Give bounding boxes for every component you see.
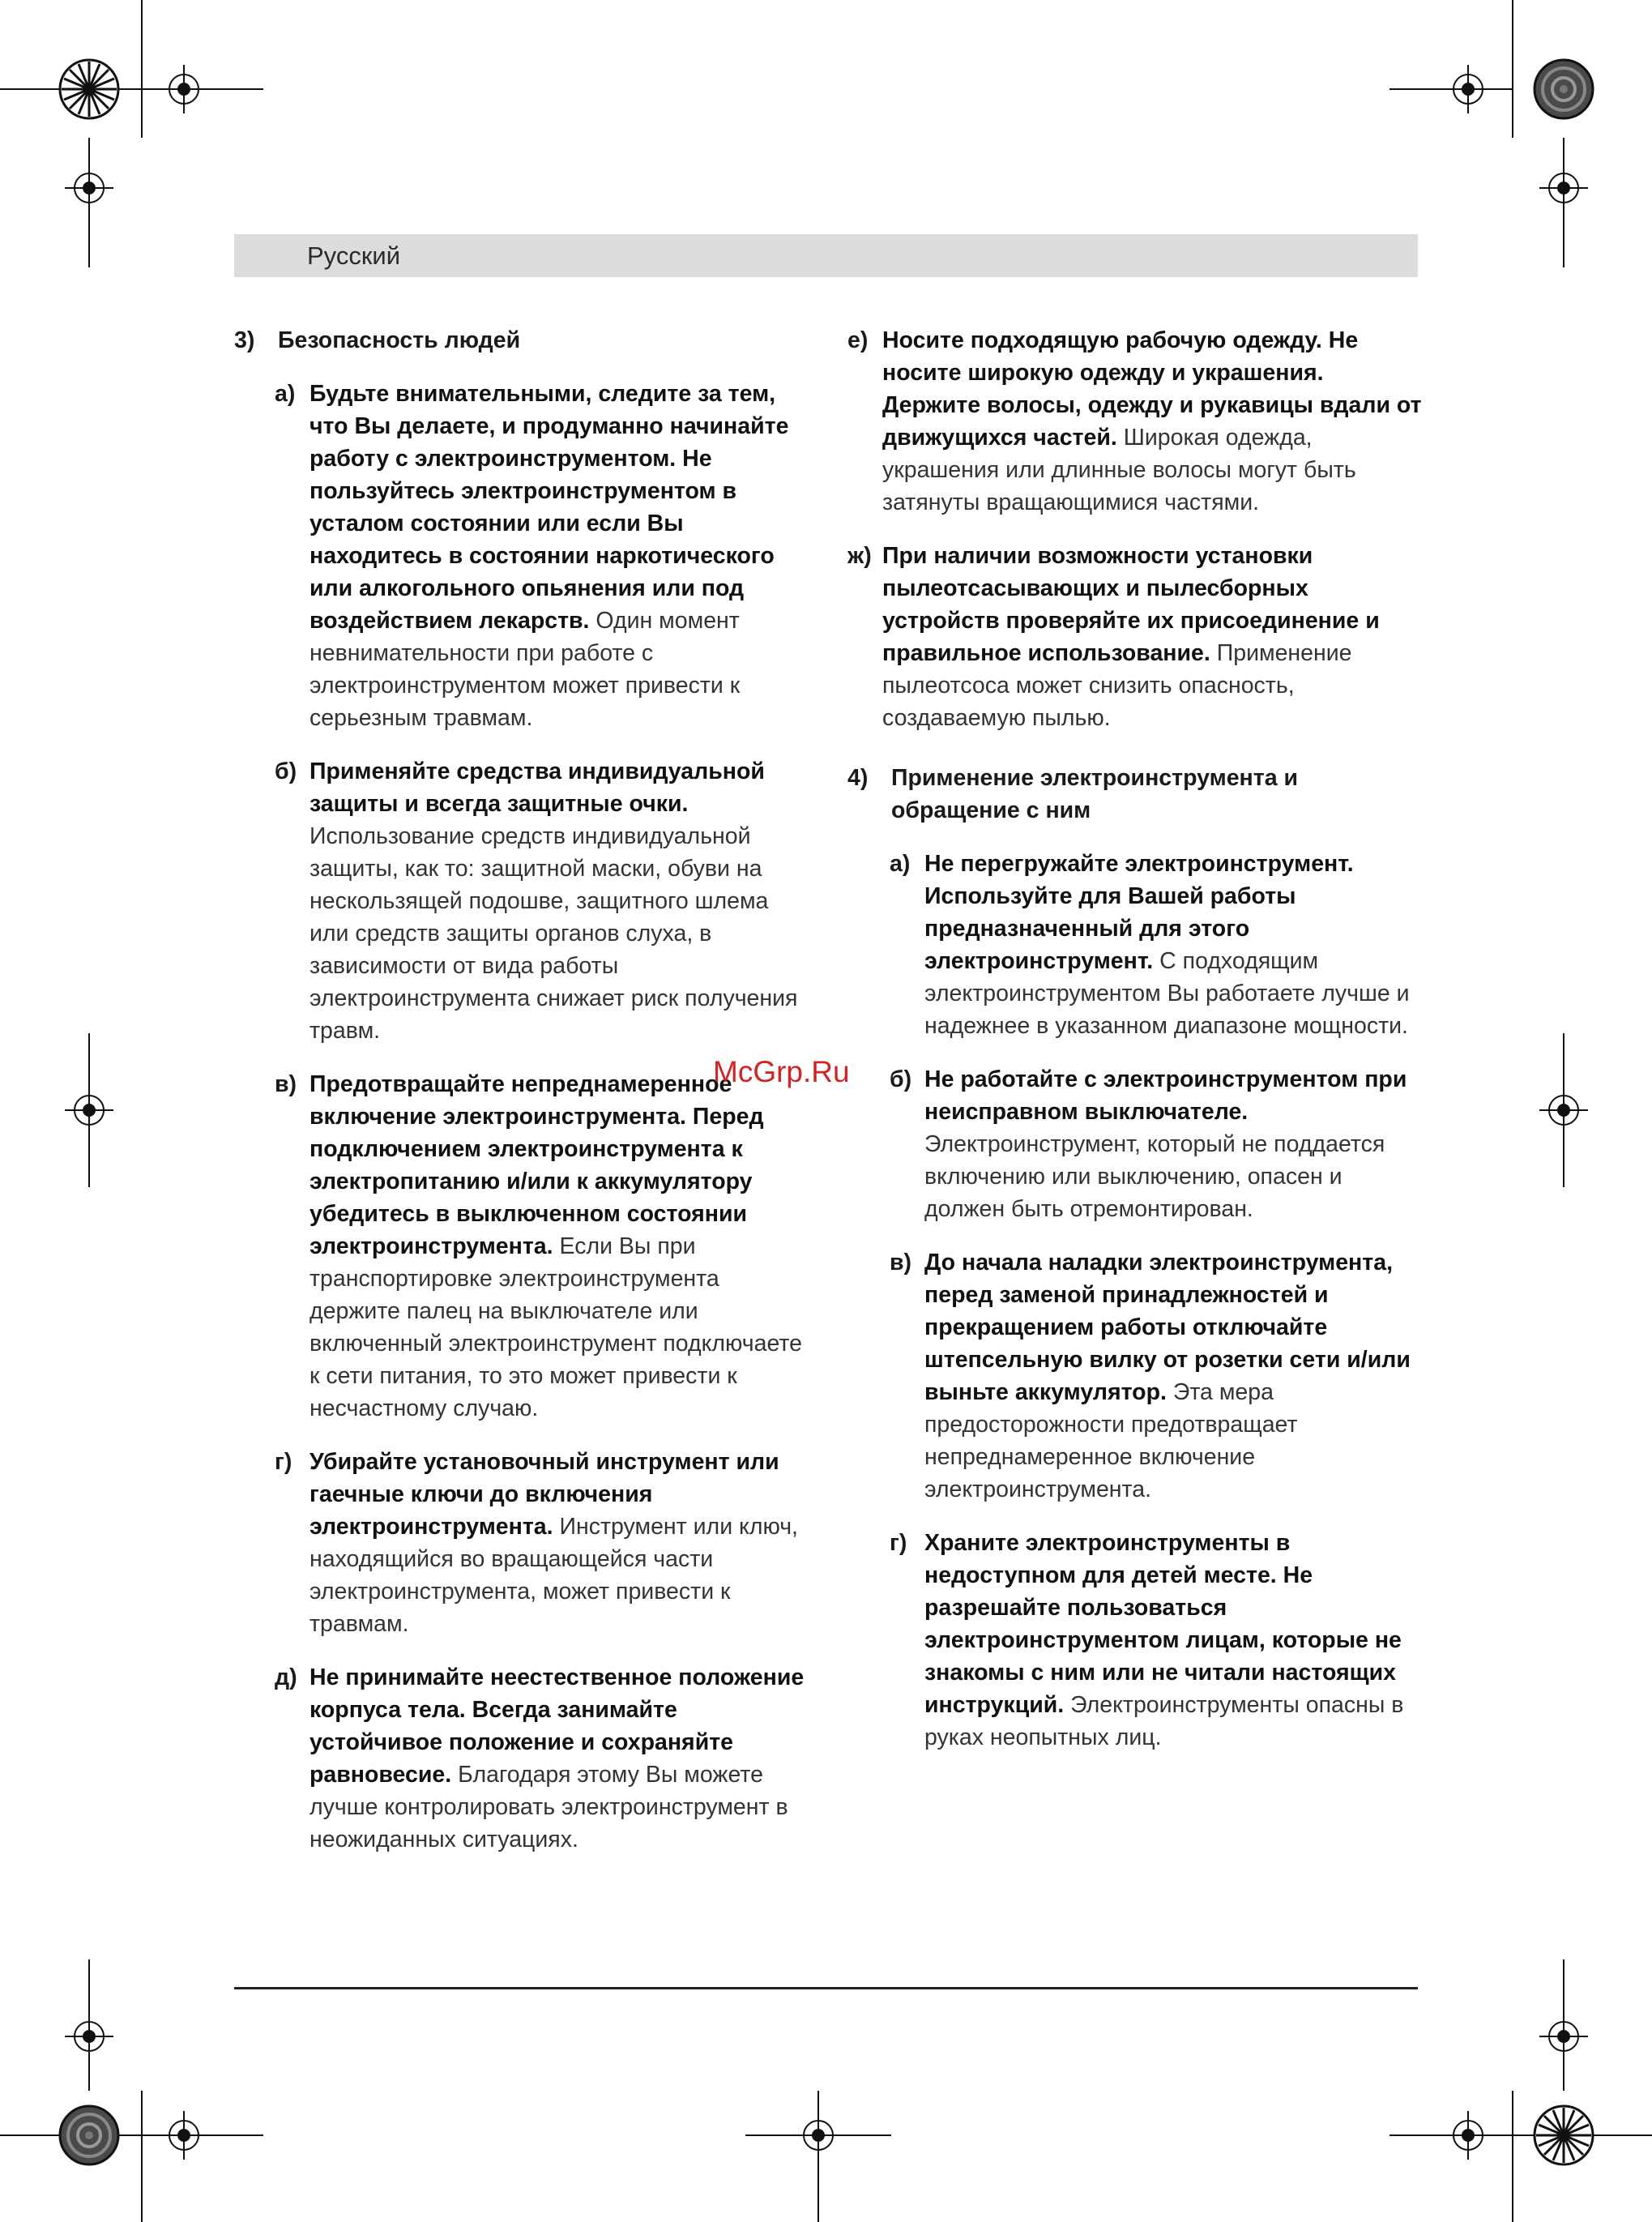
item-body bbox=[309, 1661, 805, 1856]
item-body bbox=[924, 1063, 1424, 1225]
item-bold-instruction: Применяйте средства индивидуальной защиты и всегда защитные очки. bbox=[309, 758, 765, 817]
section-heading-3 bbox=[234, 324, 805, 357]
item-explanation: Использование средств индивидуальной защиты, как то: защитной маски, обуви на нескользящей подошве, защитного шлема или средств защиты органов слуха, в зависимости от вида работы электроинструмента снижает риск получения травм. bbox=[309, 823, 798, 1044]
item-bold-instruction: Убирайте установочный инструмент или гаечные ключи до включения электроинструмента. bbox=[309, 1449, 779, 1540]
list-item bbox=[847, 324, 1424, 519]
item-body bbox=[309, 755, 805, 1047]
item-explanation: Эта мера предосторожности предотвращает непреднамеренное включение электроинструмента. bbox=[924, 1379, 1298, 1502]
list-item bbox=[890, 1063, 1424, 1225]
item-body bbox=[882, 324, 1424, 519]
item-marker: е) bbox=[847, 327, 869, 353]
section-4-items bbox=[847, 848, 1424, 1754]
item-bold-instruction: Будьте внимательными, следите за тем, что Вы делаете, и продуманно начинайте работу с электроинструментом. Не пользуйтесь электроинструментом в усталом состоянии или если Вы находитесь в состоянии наркотического или алкогольного опьянения или под воздействием лекарств. bbox=[309, 381, 789, 634]
item-bold-instruction: Храните электроинструменты в недоступном для детей месте. Не разрешайте пользоваться электроинструментом лицам, которые не знакомы с ним или не читали настоящих инструкций. bbox=[924, 1530, 1402, 1718]
item-marker: д) bbox=[275, 1664, 297, 1690]
list-item bbox=[890, 848, 1424, 1042]
item-body bbox=[924, 848, 1424, 1042]
list-item bbox=[275, 1661, 805, 1856]
item-body bbox=[309, 1446, 805, 1640]
item-bold-instruction: При наличии возможности установки пылеотсасывающих и пылесборных устройств проверяйте их присоединение и правильное использование. bbox=[882, 543, 1380, 666]
item-marker: ж) bbox=[847, 543, 872, 569]
item-bold-instruction: Не принимайте неестественное положение корпуса тела. Всегда занимайте устойчивое положение и сохраняйте равновесие. bbox=[309, 1664, 805, 1788]
list-item bbox=[847, 540, 1424, 734]
item-body bbox=[924, 1527, 1424, 1754]
item-explanation: С подходящим электроинструментом Вы работаете лучше и надежнее в указанном диапазоне мощности. bbox=[924, 948, 1410, 1039]
list-item bbox=[890, 1246, 1424, 1506]
item-bold-instruction: Предотвращайте непреднамеренное включение электроинструмента. Перед подключением электроинструмента к электропитанию и/или к аккумулятору убедитесь в выключенном состоянии электроинструмента. bbox=[309, 1071, 764, 1259]
section-heading-4 bbox=[847, 762, 1424, 827]
item-marker: б) bbox=[890, 1066, 912, 1092]
left-column bbox=[234, 324, 805, 1877]
item-explanation: Электроинструмент, который не поддается включению или выключению, опасен и должен быть отремонтирован. bbox=[924, 1131, 1385, 1222]
section-number: 4) bbox=[847, 765, 869, 791]
list-item bbox=[275, 755, 805, 1047]
section-title: Применение электроинструмента и обращение с ним bbox=[891, 765, 1299, 823]
item-explanation: Широкая одежда, украшения или длинные волосы могут быть затянуты вращающимися частями. bbox=[882, 425, 1356, 515]
item-marker: в) bbox=[890, 1250, 912, 1276]
item-marker: б) bbox=[275, 758, 297, 784]
list-item bbox=[890, 1527, 1424, 1754]
item-marker: в) bbox=[275, 1071, 297, 1097]
item-bold-instruction: Не работайте с электроинструментом при неисправном выключателе. bbox=[924, 1066, 1407, 1125]
footer-rule bbox=[234, 1987, 1418, 1989]
item-marker: г) bbox=[275, 1449, 292, 1475]
right-column bbox=[847, 324, 1424, 1775]
item-bold-instruction: До начала наладки электроинструмента, перед заменой принадлежностей и прекращением работы отключайте штепсельную вилку от розетки сети и/или выньте аккумулятор. bbox=[924, 1250, 1411, 1405]
item-explanation: Если Вы при транспортировке электроинструмента держите палец на выключателе или включенный электроинструмент подключаете к сети питания, то это может привести к несчастному случаю. bbox=[309, 1233, 802, 1421]
item-marker: а) bbox=[890, 851, 911, 877]
item-body bbox=[924, 1246, 1424, 1506]
item-bold-instruction: Носите подходящую рабочую одежду. Не носите широкую одежду и украшения. Держите волосы, одежду и рукавицы вдали от движущихся частей. bbox=[882, 327, 1422, 451]
item-explanation: Инструмент или ключ, находящийся во вращающейся части электроинструмента, может привести к травмам. bbox=[309, 1514, 798, 1637]
item-body bbox=[309, 1068, 805, 1425]
item-body bbox=[309, 378, 805, 734]
item-explanation: Благодаря этому Вы можете лучше контролировать электроинструмент в неожиданных ситуациях. bbox=[309, 1762, 788, 1852]
item-explanation: Один момент невнимательности при работе с электроинструментом может привести к серьезным травмам. bbox=[309, 608, 741, 731]
list-item bbox=[275, 378, 805, 734]
list-item bbox=[275, 1446, 805, 1640]
item-body bbox=[882, 540, 1424, 734]
section-title: Безопасность людей bbox=[278, 327, 521, 353]
list-item bbox=[275, 1068, 805, 1425]
item-explanation: Применение пылеотсоса может снизить опасность, создаваемую пылью. bbox=[882, 640, 1352, 731]
item-marker: г) bbox=[890, 1530, 907, 1556]
language-header-bar bbox=[234, 234, 1418, 277]
section-number: 3) bbox=[234, 327, 255, 353]
item-explanation: Электроинструменты опасны в руках неопытных лиц. bbox=[924, 1692, 1404, 1750]
item-bold-instruction: Не перегружайте электроинструмент. Используйте для Вашей работы предназначенный для этого электроинструмент. bbox=[924, 851, 1354, 974]
watermark: McGrp.Ru bbox=[713, 1055, 850, 1088]
language-label: Русский bbox=[307, 241, 401, 270]
item-marker: а) bbox=[275, 381, 296, 407]
